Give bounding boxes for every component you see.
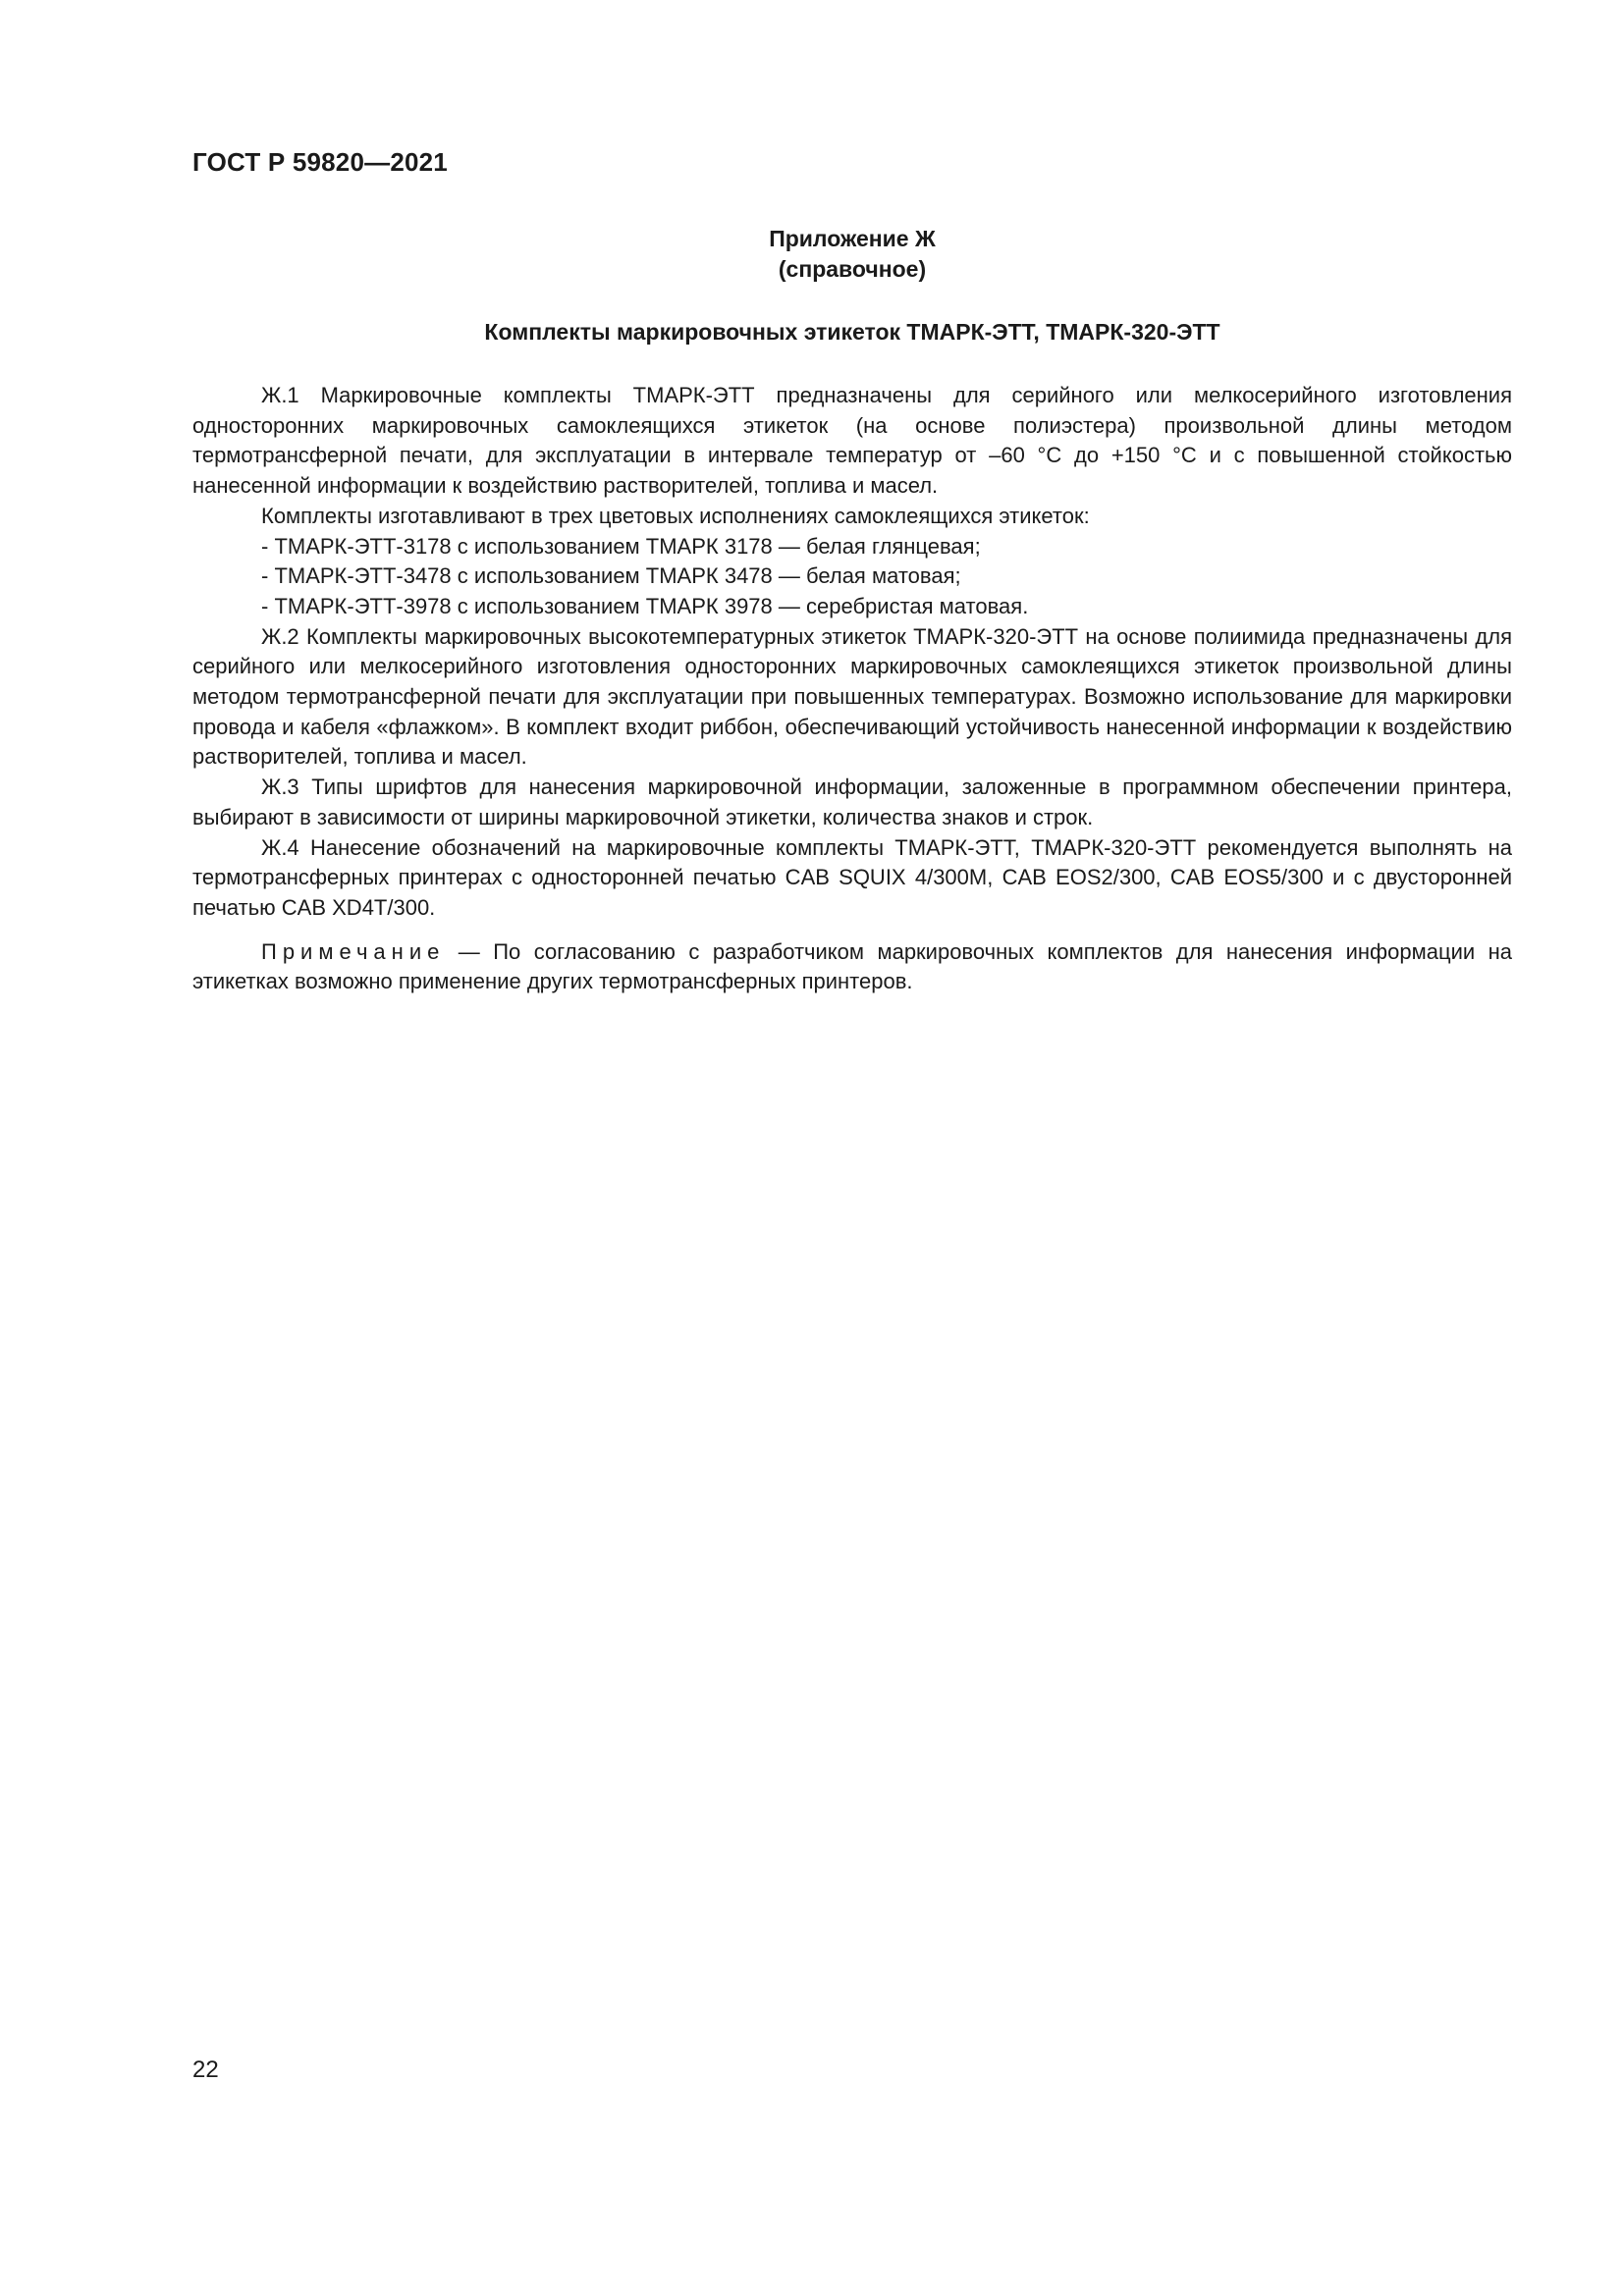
list-item: - ТМАРК-ЭТТ-3478 с использованием ТМАРК 3478 — белая матовая;	[261, 563, 961, 589]
appendix-subtitle: (справочное)	[778, 256, 927, 282]
note	[192, 937, 1512, 997]
page-number: 22	[192, 2056, 219, 2083]
note-text: — По согласованию с разработчиком маркировочных комплектов для нанесения информации на этикетках возможно применение других термотрансферных принтеров.	[192, 938, 1512, 994]
list-item: - ТМАРК-ЭТТ-3978 с использованием ТМАРК 3978 — серебристая матовая.	[261, 593, 1029, 618]
appendix-heading	[192, 224, 1512, 285]
note-label: Примечание	[261, 938, 446, 964]
paragraph-variants-intro: Комплекты изготавливают в трех цветовых исполнениях самоклеящихся этикеток:	[261, 503, 1090, 528]
section-title: Комплекты маркировочных этикеток ТМАРК-ЭТТ, ТМАРК-320-ЭТТ	[484, 319, 1220, 345]
paragraph-zh2: Ж.2 Комплекты маркировочных высокотемпературных этикеток ТМАРК-320-ЭТТ на основе полиимида предназначены для серийного или мелкосерийного изготовления односторонних маркировочных самоклеящихся этикеток произвольной длины методом термотрансферной печати для эксплуатации при повышенных температурах. Возможно использование для маркировки провода и кабеля «флажком». В комплект входит риббон, обеспечивающий устойчивость нанесенной информации к воздействию растворителей, топлива и масел.	[192, 623, 1512, 770]
appendix-title: Приложение Ж	[769, 226, 936, 251]
paragraph-zh4: Ж.4 Нанесение обозначений на маркировочные комплекты ТМАРК-ЭТТ, ТМАРК-320-ЭТТ рекомендуется выполнять на термотрансферных принтерах с односторонней печатью CAB SQUIX 4/300M, CAB EOS2/300, CAB EOS5/300 и с двусторонней печатью CAB XD4T/300.	[192, 834, 1512, 920]
body-text	[192, 381, 1512, 997]
paragraph-zh1: Ж.1 Маркировочные комплекты ТМАРК-ЭТТ предназначены для серийного или мелкосерийного изготовления односторонних маркировочных самоклеящихся этикеток (на основе полиэстера) произвольной длины методом термотрансферной печати, для эксплуатации в интервале температур от –60 °С до +150 °С и с повышенной стойкостью нанесенной информации к воздействию растворителей, топлива и масел.	[192, 383, 1512, 499]
document-id: ГОСТ Р 59820—2021	[192, 147, 448, 177]
paragraph-zh3: Ж.3 Типы шрифтов для нанесения маркировочной информации, заложенные в программном обеспечении принтера, выбирают в зависимости от ширины маркировочной этикетки, количества знаков и строк.	[192, 774, 1512, 829]
list-item: - ТМАРК-ЭТТ-3178 с использованием ТМАРК 3178 — белая глянцевая;	[261, 533, 981, 559]
